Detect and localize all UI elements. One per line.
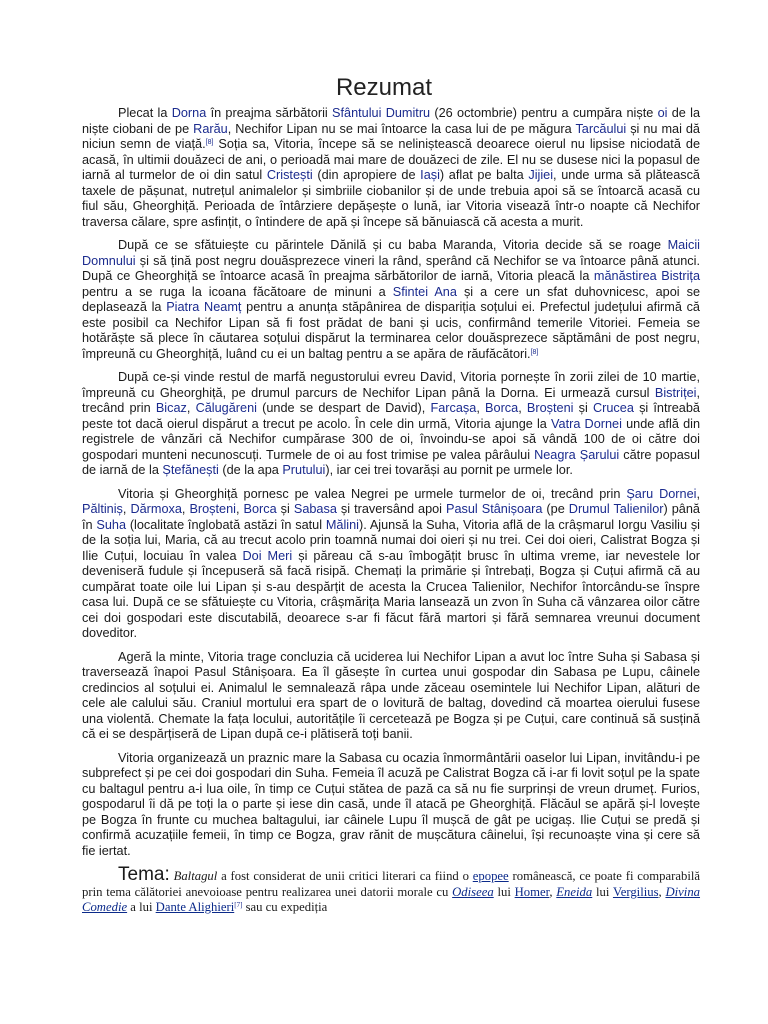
summary-paragraph (82, 238, 700, 362)
text-run: și a cere un sfat duhovnicesc, apoi se deplasează la (82, 284, 701, 314)
text-run: ), iar cei trei tovarăși au pornit pe urmele lor. (325, 463, 573, 477)
text-run: lui (592, 884, 613, 899)
text-run: Vitoria organizează un praznic mare la Sabasa cu ocazia înmormântării oaselor lui Lipan, invitându-i pe subprefect și pe cei doi gospodari din Suha. Femeia îl acuză pe Calistrat Bogza că i-ar fi lovit soțul pe la spate cu baltagul pentru a-i lua oile, în timp ce Cuțui stătea de pază ca să nu fie surprinși de vreun drumeț. Furios, gospodarul îi dă pe toți la o parte și iese din casă, unde îl atacă pe Gheorghiță. Flăcăul se apără și-l lovește pe Bogza în frunte cu muchea baltagului, iar câinele Lupu îl mușcă de gât pe ucigaș. Ilie Cuțui se predă și confirmă acuzațiile femeii, în timp ce Bogza, grav rănit de mușcătura câinelui, își recunoaște vina și cere să fie iertat. (82, 750, 700, 858)
wiki-link[interactable]: Călugăreni (195, 401, 257, 415)
text-run: Vitoria și Gheorghiță pornesc pe valea Negrei pe urmele turmelor de oi, trecând prin (118, 486, 627, 501)
text-run: Plecat la (118, 106, 172, 120)
wiki-link[interactable]: Vatra Dornei (551, 416, 622, 431)
citation-ref[interactable]: [7] (234, 901, 243, 909)
wiki-link[interactable]: Farcașa (430, 401, 477, 415)
wiki-link[interactable]: Neagra Șarului (534, 447, 620, 462)
citation-ref[interactable]: [8] (205, 139, 214, 146)
wiki-link[interactable]: Păltiniș (82, 502, 123, 516)
wiki-link[interactable]: Dante Alighieri (155, 900, 235, 914)
wiki-link[interactable]: Rarău (193, 121, 228, 136)
text-run: și (573, 401, 593, 415)
text-run: (26 octombrie) pentru a cumpăra niște (430, 106, 658, 120)
text-run: ) aflat pe balta (439, 168, 529, 182)
wiki-link[interactable]: Drumul Talienilor (568, 502, 664, 516)
summary-paragraphs (82, 106, 700, 859)
wiki-link[interactable]: Ștefănești (162, 463, 219, 477)
text-run: , Nechifor Lipan nu se mai întoarce la casa lui de pe măgura (227, 121, 576, 136)
wiki-link[interactable]: Pasul Stânișoara (446, 502, 543, 516)
text-run: lui (493, 884, 515, 899)
wiki-link[interactable]: Bistriței (654, 385, 697, 400)
text-run: și întreabă peste tot dacă oierul dispărut a trecut pe acolo. În cele din urmă, Vitoria ajunge la (82, 401, 700, 431)
text-run: și (276, 502, 294, 516)
page-title: Rezumat (335, 74, 433, 101)
text-run: (din apropiere de (312, 168, 421, 182)
wiki-link[interactable]: Borca (243, 502, 277, 516)
text-run: și să țină post negru douăsprezece vineri la rând, sperând că Nechifor se va întoarce până atunci. După ce Gheorghiță se întoarce acasă în preajma sărbătorilor de iarnă, Vitoria pleacă la (82, 253, 700, 283)
text-run: (pe (542, 502, 569, 516)
wiki-link[interactable]: Vergilius (612, 884, 659, 899)
wiki-link[interactable]: Sfintei Ana (392, 284, 457, 299)
text-run: Soția sa, Vitoria, începe să se neliniștească deoarece oierul nu lipsise niciodată de acasă, în ultimii douăzeci de ani, o perioadă mai mare de douăzeci de zile. El nu se dusese nici la popasul de iarnă al turmelor de oi din satul (82, 137, 701, 182)
text-run: pentru a anunța stăpânirea de dispariția soțului ei. Prefectul județului afirmă că este posibil ca Nechifor Lipan să fi fost prădat de bani și ucis, confirmând temerile Vitoriei. Femeia se hotărăște să plece în căutarea soțului dispărut la terminarea celor douăsprezece săptămâni de post negru, împreună cu Gheorghiță, luând cu ei un baltag pentru a se apăra de răufăcători. (82, 300, 700, 361)
text-run: unde află din registrele de vânzări că Nechifor cumpărase 300 de oi, învoindu-se apoi să vândă 100 de oi către doi gospodari munteni necunoscuți. Turmele de oi au fost trimise pe valea pârâului (82, 416, 701, 462)
summary-paragraph (82, 650, 700, 743)
wiki-link[interactable]: Suha (96, 517, 127, 532)
wiki-link[interactable]: Broșteni (526, 401, 574, 415)
wiki-link[interactable]: Eneida (556, 884, 593, 899)
text-run: , (518, 401, 527, 415)
text-run: (localitate înglobată astăzi în satul (126, 517, 326, 532)
text-run: , (696, 486, 700, 501)
wiki-link[interactable]: Tarcăului (575, 121, 627, 136)
text-run: (de la apa (218, 463, 283, 477)
text-run: (unde se despart de David), (256, 401, 431, 415)
text-run: , (658, 884, 666, 899)
text-run: , trecând prin (82, 385, 700, 415)
wiki-link[interactable]: Piatra Neamț (166, 300, 242, 314)
summary-paragraph (82, 106, 700, 230)
wiki-link[interactable]: Crucea (592, 401, 634, 415)
wiki-link[interactable]: Divina Comedie (82, 884, 701, 914)
summary-paragraph (82, 370, 700, 479)
text-run: pentru a se ruga la icoana făcătoare de minuni a (82, 284, 393, 299)
text-run: ) până în (82, 502, 700, 532)
text-run: După ce-și vinde restul de marfă negustorului evreu David, Vitoria pornește în zorii zilei de 10 martie, împreună cu Gheorghiță, pe drumul parcurs de Nechifor Lipan până la Dorna. Ei urmează cursul (82, 370, 700, 400)
wiki-link[interactable]: Maicii Domnului (82, 238, 700, 268)
wiki-link[interactable]: Iași (420, 168, 440, 182)
article-body (82, 106, 700, 924)
wiki-link[interactable]: Homer (514, 884, 550, 899)
wiki-link[interactable]: Prutului (282, 463, 326, 477)
wiki-link[interactable]: Bicaz (155, 401, 187, 415)
tema-paragraph (82, 864, 701, 916)
wiki-link[interactable]: oi (657, 106, 668, 120)
summary-paragraph (82, 751, 700, 860)
text-run: Ageră la minte, Vitoria trage concluzia că uciderea lui Nechifor Lipan a avut loc între Suha și Sabasa și traversează înapoi Pasul Stânișoara. Ea îl găsește în curtea unui gospodar din Sabasa pe Lupu, câinele credincios al soțului ei. Animalul le semnalează râpa unde zăceau osemintele lui Nechifor Lipan, alături de cele ale calului său. Craniul mortului era spart de o lovitură de baltag, dovedind că moartea oierului fusese una violentă. Chemate la fața locului, autoritățile îi cercetează pe Bogza și pe Cuțui, care continuă să susțină că ei se despărțiseră de Lipan după ce-i plătiseră toți banii. (82, 649, 700, 741)
tema-heading: Tema: (118, 864, 170, 885)
wiki-link[interactable]: Dorna (171, 106, 207, 120)
text-run: și traversând apoi (336, 502, 447, 516)
text-run: , (476, 401, 486, 415)
wiki-link[interactable]: Odiseea (452, 884, 494, 899)
wiki-link[interactable]: Broșteni (189, 502, 236, 516)
citation-ref[interactable]: [8] (530, 348, 539, 356)
wiki-link[interactable]: epopee (472, 869, 509, 883)
wiki-link[interactable]: Jijiei (528, 168, 554, 182)
text-run: , unde urma să plătească taxele de pășunat, nutrețul animalelor și simbriile ciobanilor și de unde trebuia apoi să se întoarcă acasă cu fiul său, Gheorghiță. Perioada de întârziere depășește o lună, iar Vitoria visează într-o noapte că Nechifor traversa călare, spre asfințit, o întindere de apă și începe să bănuiască că acesta a murit. (82, 168, 700, 229)
text-run: , (181, 502, 190, 516)
text-run: După ce se sfătuiește cu părintele Dănilă și cu baba Maranda, Vitoria decide să se roage (118, 238, 668, 252)
wiki-link[interactable]: Șaru Dornei (626, 486, 697, 501)
wiki-link[interactable]: Sabasa (293, 502, 337, 516)
wiki-link[interactable]: Mălini (325, 517, 359, 532)
text-run: de la niște ciobani de pe (82, 106, 701, 136)
text-run: sau cu expediția (242, 900, 328, 914)
wiki-link[interactable]: Borca (485, 401, 519, 415)
tema-text (82, 869, 700, 914)
text-run: , (235, 502, 244, 516)
text-run: în preajma sărbătorii (206, 106, 333, 120)
text-run: românească, ce poate fi comparabilă prin tema călătoriei anevoioase pentru realizarea unei datorii morale cu (82, 869, 701, 899)
text-run: și nu mai dă niciun semn de viață. (82, 121, 700, 151)
text-run: , (186, 401, 196, 415)
text-run: și păreau că s-au îmbogățit brusc în ultima vreme, iar nevestele lor deveniseră fudule și începuseră să facă risipă. Chemați la primărie și întrebați, Bogza și Cuțui afirmă că au cumpărat toate oile lui Lipan și s-au despărțit de acesta la Crucea Talienilor, Nechifor întorcându-se înspre casa lui. După ce se sfătuiește cu Vitoria, crâșmărița Maria lansează un zvon în Suha că vânzarea oilor către cei doi gospodari este discutabilă, deoarece s-ar fi făcut fără martori și fără semnarea vreunui document doveditor. (82, 548, 700, 640)
wiki-link[interactable]: Sfântului Dumitru (332, 106, 431, 120)
wiki-link[interactable]: mănăstirea Bistrița (593, 269, 701, 283)
text-run: a fost considerat de unii critici literari ca fiind o (217, 869, 473, 883)
text-run: , (122, 502, 131, 516)
text-run: a lui (127, 900, 156, 914)
text-run: , (549, 884, 557, 899)
summary-paragraph (82, 487, 700, 642)
wiki-link[interactable]: Dărmoxa (130, 502, 182, 516)
wiki-link[interactable]: Cristești (266, 168, 313, 182)
wiki-link[interactable]: Doi Meri (242, 548, 293, 563)
italic-text: Baltagul (173, 869, 218, 883)
text-run: ). Ajunsă la Suha, Vitoria află de la crâșmarul Iorgu Vasiliu și de la soția lui, Maria, că au trecut acolo prin toamnă numai doi oieri și nu trei. Cei doi oieri, Calistrat Bogza și Ilie Cuțui, locuiau în valea (82, 517, 700, 563)
text-run: către popasul de iarnă de la (82, 447, 700, 477)
